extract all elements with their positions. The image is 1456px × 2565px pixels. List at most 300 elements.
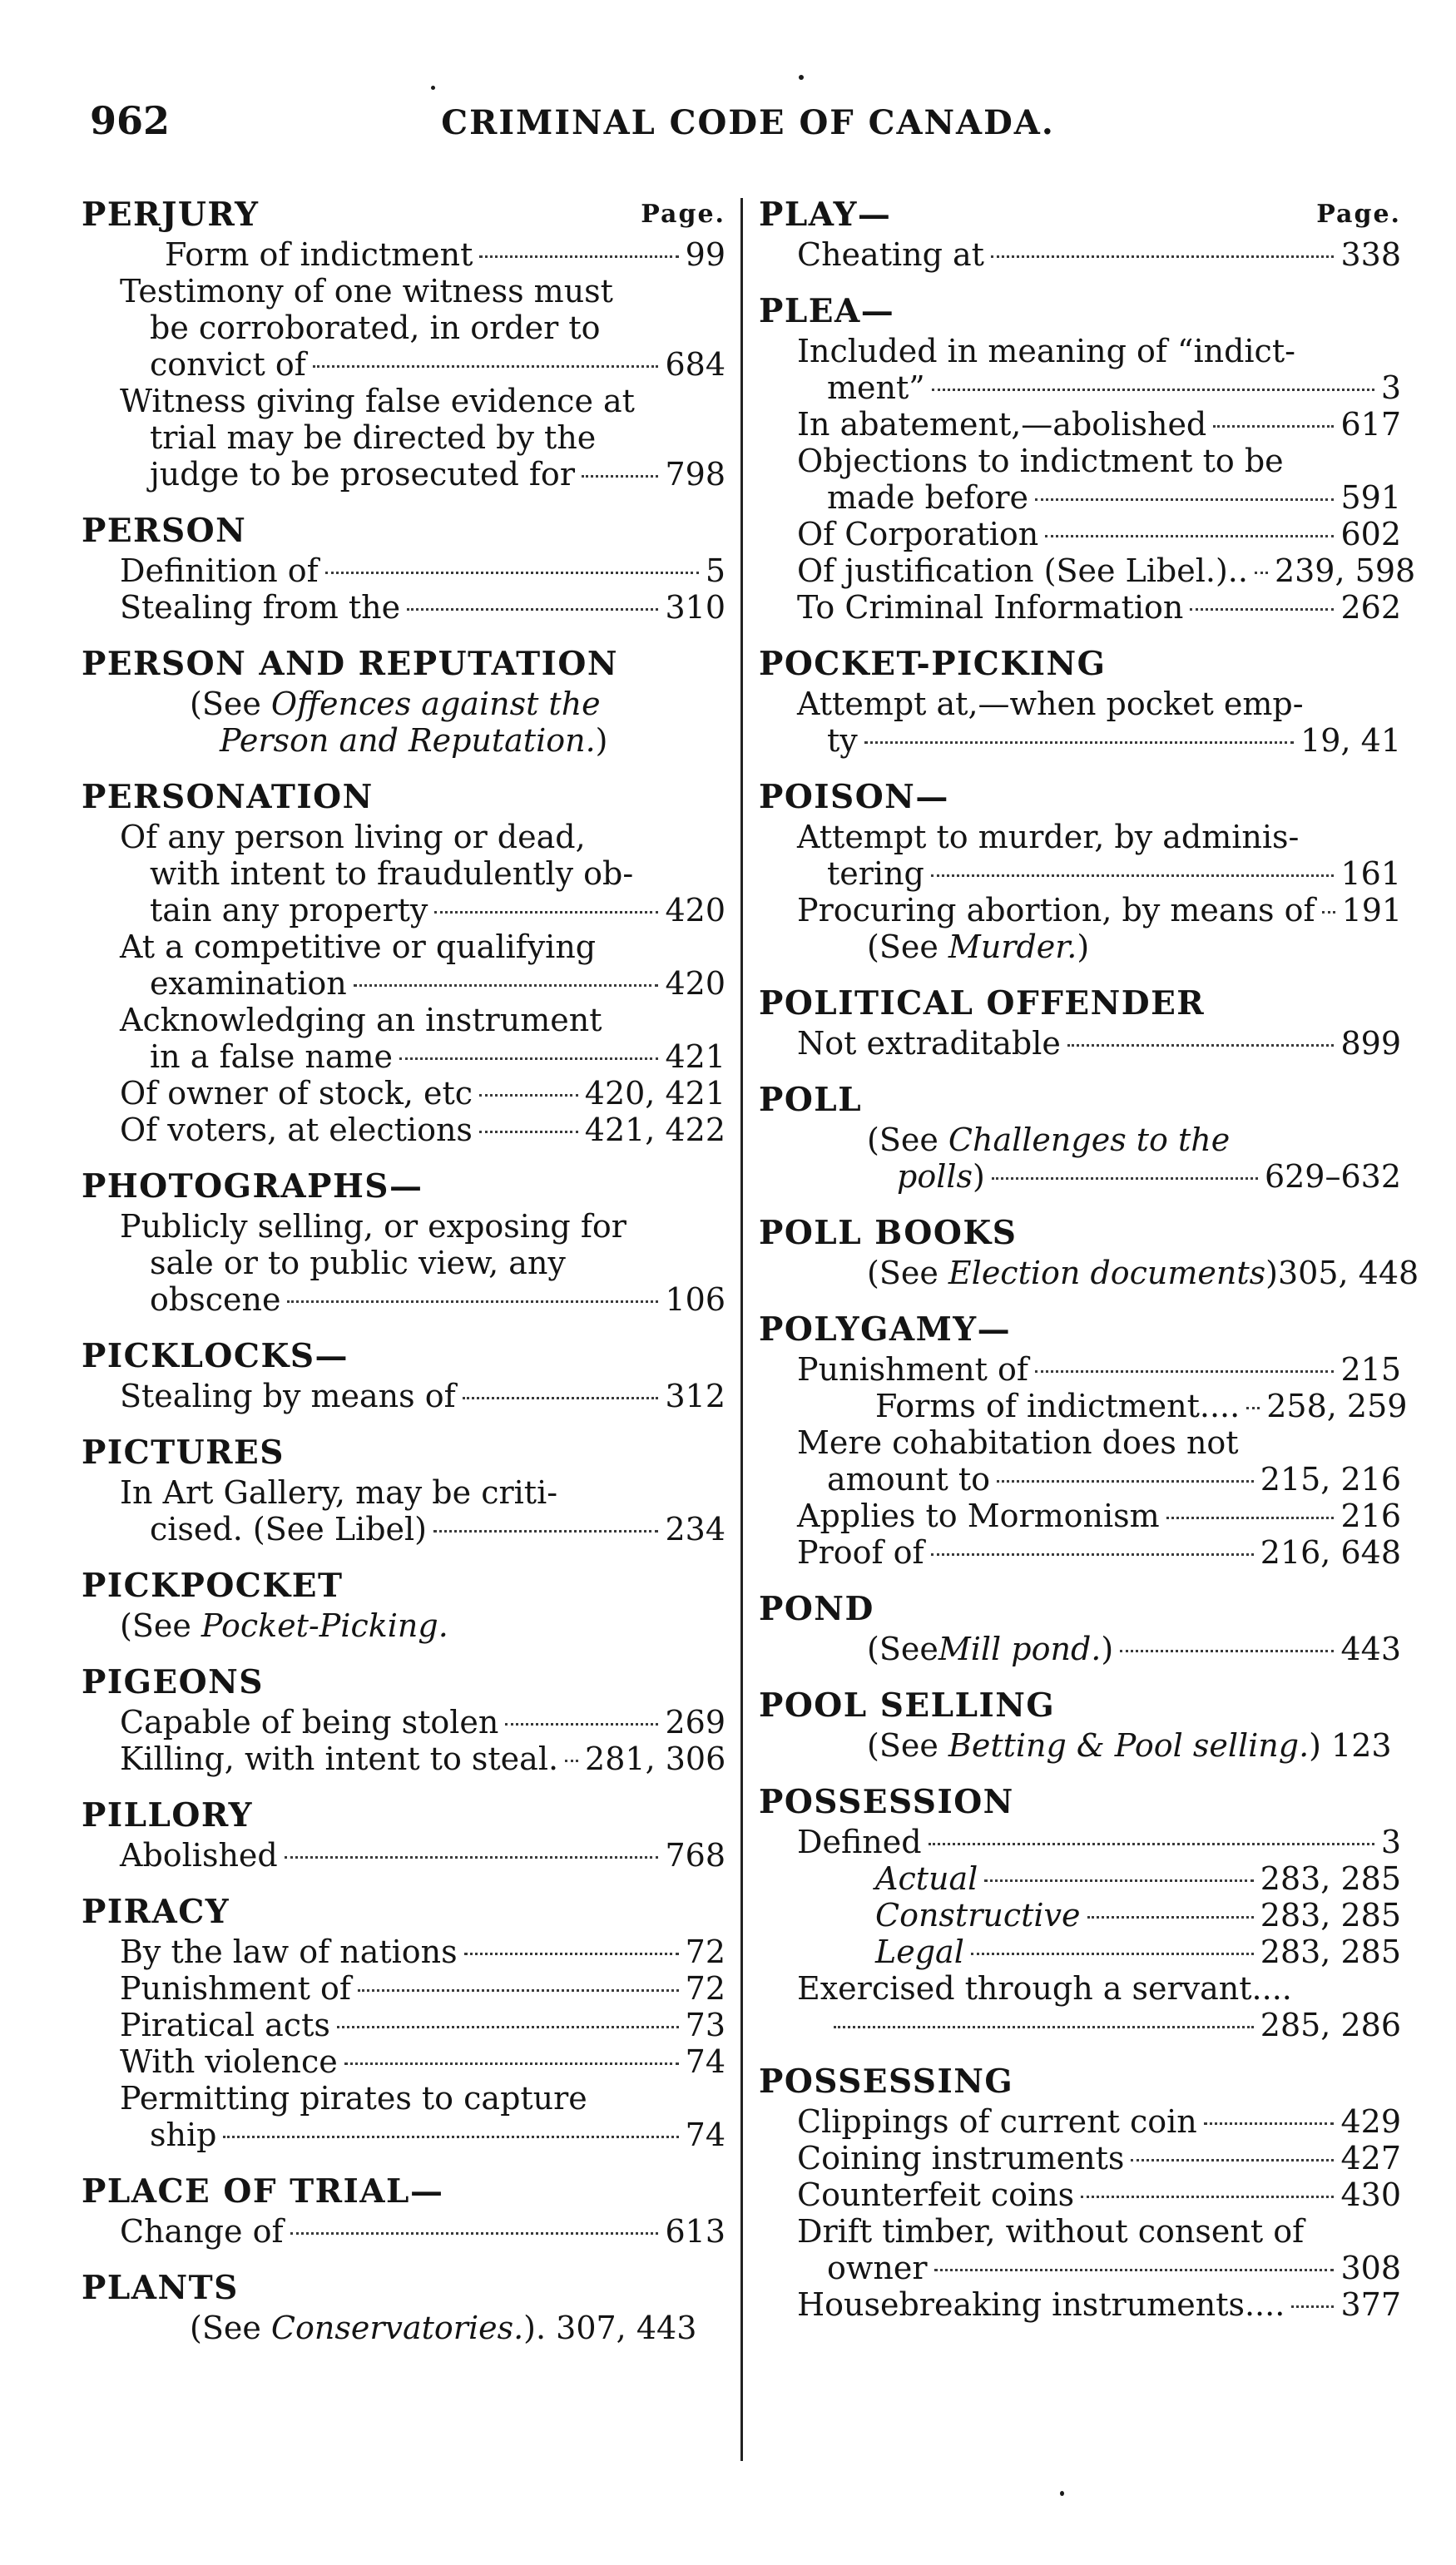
sub-entry <box>120 2043 726 2080</box>
page-reference: 591 <box>1340 479 1401 516</box>
entry-text: sale or to public view, any <box>150 1245 566 1281</box>
entry-text: Testimony of one witness must <box>120 273 613 309</box>
dot-leader <box>1120 1650 1334 1652</box>
page-reference: 421, 422 <box>584 1112 726 1148</box>
sub-entry <box>120 1741 726 1777</box>
entry-text: Objections to indictment to be <box>797 443 1284 479</box>
entry-line <box>120 346 726 383</box>
entry-text: Punishment of <box>120 1970 351 2007</box>
index-entry <box>82 775 726 1148</box>
entry-line <box>120 1511 726 1547</box>
page-reference: 215 <box>1340 1351 1401 1388</box>
entry-line <box>797 2286 1401 2323</box>
index-entry <box>759 1587 1401 1667</box>
sub-entry <box>797 589 1401 626</box>
page-reference: 377 <box>1340 2286 1401 2323</box>
index-entry <box>82 642 726 759</box>
entry-text: Attempt at,—when pocket emp- <box>797 686 1304 722</box>
entry-heading: POOL SELLING <box>759 1686 1056 1725</box>
entry-line <box>120 892 726 928</box>
see-prefix: (See <box>120 1607 201 1644</box>
sub-entry <box>797 1534 1401 1571</box>
entry-line <box>120 1208 726 1245</box>
page-reference: 191 <box>1341 892 1403 928</box>
see-suffix: ) <box>973 1158 985 1195</box>
entry-line <box>797 2250 1401 2286</box>
entry-line <box>120 1837 726 1874</box>
sub-entry <box>797 1824 1401 1860</box>
sub-entry <box>797 406 1401 443</box>
dot-leader <box>929 1843 1374 1845</box>
entry-line <box>797 2213 1401 2250</box>
dot-leader <box>934 2269 1335 2271</box>
page-reference: 420, 421 <box>584 1075 726 1112</box>
entry-text: Proof of <box>797 1534 924 1571</box>
page-reference: 338 <box>1340 236 1401 273</box>
entry-line <box>120 1970 726 2007</box>
see-line <box>120 1607 726 1644</box>
entry-line <box>797 2176 1401 2213</box>
entry-text: Of any person living or dead, <box>120 819 586 855</box>
entry-text: judge to be prosecuted for <box>150 456 575 493</box>
entry-text: ship <box>150 2117 217 2153</box>
entry-line <box>120 2007 726 2043</box>
see-line <box>867 1158 1401 1195</box>
entry-text: Forms of indictment.... <box>875 1388 1241 1424</box>
entry-text: Drift timber, without consent of <box>797 2213 1305 2250</box>
dot-leader <box>399 1057 658 1060</box>
index-entry <box>82 1165 726 1318</box>
page-reference: 613 <box>665 2213 726 2250</box>
page-number: 962 <box>90 98 171 143</box>
index-entry <box>82 1334 726 1414</box>
entry-text: in a false name <box>150 1038 394 1075</box>
entry-line <box>875 1897 1401 1934</box>
see-line <box>867 1122 1401 1158</box>
see-reference <box>867 1255 1419 1291</box>
index-entry <box>759 1308 1408 1571</box>
entry-heading: PERSON <box>82 512 247 550</box>
entry-text: examination <box>150 965 347 1002</box>
index-entry <box>759 1684 1401 1764</box>
page-reference: 99 <box>685 236 726 273</box>
entry-text: Included in meaning of “indict- <box>797 333 1295 369</box>
sub-entry <box>797 892 1401 928</box>
sub-entry <box>875 1860 1401 1897</box>
page-reference: 72 <box>685 1934 726 1970</box>
entry-text: Exercised through a servant.... <box>797 1970 1292 2007</box>
entry-heading: POCKET-PICKING <box>759 645 1107 683</box>
page-reference: 72 <box>685 1970 726 2007</box>
entry-text: Change of <box>120 2213 284 2250</box>
see-target: Challenges to the <box>948 1122 1231 1158</box>
entry-line <box>797 443 1401 479</box>
dot-leader <box>997 1480 1254 1483</box>
page-reference: 629–632 <box>1264 1158 1401 1195</box>
page-reference: 899 <box>1340 1025 1401 1062</box>
entry-heading: POLITICAL OFFENDER <box>759 984 1206 1023</box>
see-target: Conservatories. <box>270 2310 524 2346</box>
entry-line <box>120 1704 726 1741</box>
sub-entry <box>120 2007 726 2043</box>
entry-text: Mere cohabitation does not <box>797 1424 1239 1461</box>
entry-text: Permitting pirates to capture <box>120 2080 587 2117</box>
entry-text: In abatement,—abolished <box>797 406 1207 443</box>
sub-entry <box>120 819 726 928</box>
dot-leader <box>223 2136 678 2138</box>
entry-text: Definition of <box>120 552 319 589</box>
entry-list <box>82 193 726 2346</box>
entry-heading: PLANTS <box>82 2269 239 2307</box>
print-speck <box>431 86 435 90</box>
entry-text: Capable of being stolen <box>120 1704 499 1741</box>
see-line <box>867 928 1401 965</box>
sub-entry <box>797 1025 1401 1062</box>
see-line <box>867 1255 1419 1291</box>
page-reference: 684 <box>665 346 726 383</box>
see-target: Pocket-Picking. <box>201 1607 448 1644</box>
entry-line <box>797 1025 1401 1062</box>
index-entry <box>759 1211 1419 1291</box>
dot-leader <box>992 1177 1258 1180</box>
page-reference: 768 <box>665 1837 726 1874</box>
entry-text: cised. (See Libel) <box>150 1511 428 1547</box>
page-reference: 602 <box>1340 516 1401 552</box>
entry-text: By the law of nations <box>120 1934 458 1970</box>
sub-entry <box>120 1474 726 1547</box>
page-reference: 3 <box>1380 1824 1401 1860</box>
entry-line <box>797 855 1401 892</box>
entry-text: Killing, with intent to steal. <box>120 1741 559 1777</box>
entry-text: trial may be directed by the <box>150 419 597 456</box>
see-line <box>867 1727 1401 1764</box>
entry-text: Defined <box>797 1824 922 1860</box>
entry-text: Procuring abortion, by means of <box>797 892 1315 928</box>
entry-line <box>120 2117 726 2153</box>
index-entry <box>82 509 726 626</box>
entry-line <box>120 2043 726 2080</box>
print-speck <box>1060 2491 1064 2496</box>
sub-entry <box>797 516 1401 552</box>
sub-entry <box>120 552 726 589</box>
dot-leader <box>325 572 699 574</box>
entry-text: Of owner of stock, etc <box>120 1075 473 1112</box>
page-reference: 3 <box>1380 369 1401 406</box>
dot-leader <box>479 1131 578 1133</box>
entry-line <box>120 456 726 493</box>
entry-list <box>759 193 1419 2323</box>
entry-line <box>120 2080 726 2117</box>
entry-text: Constructive <box>875 1897 1081 1934</box>
column-divider <box>740 198 743 2461</box>
entry-heading: PERJURY <box>82 196 260 234</box>
page-reference: 420 <box>665 892 726 928</box>
see-prefix: (See <box>190 686 271 722</box>
entry-line <box>120 1934 726 1970</box>
index-entry <box>759 982 1401 1062</box>
dot-leader <box>991 255 1335 258</box>
entry-line <box>797 2103 1401 2140</box>
entry-text: tering <box>827 855 924 892</box>
see-line <box>190 2310 726 2346</box>
see-suffix: ) <box>595 722 608 759</box>
dot-leader <box>1246 1407 1260 1409</box>
entry-text: Abolished <box>120 1837 278 1874</box>
index-entry <box>82 1431 726 1547</box>
see-prefix: (See <box>867 928 948 965</box>
sub-entry <box>797 333 1401 406</box>
entry-heading: PLAY— <box>759 196 892 234</box>
dot-leader <box>358 1989 679 1992</box>
see-line <box>190 722 726 759</box>
entry-text: Publicly selling, or exposing for <box>120 1208 626 1245</box>
sub-entry <box>797 443 1401 516</box>
see-target: polls <box>897 1158 973 1195</box>
right-column <box>759 193 1419 2340</box>
dot-leader <box>1190 608 1334 611</box>
dot-leader <box>864 741 1294 744</box>
see-target: Person and Reputation. <box>220 722 596 759</box>
index-entry <box>759 290 1416 626</box>
entry-line <box>797 1824 1401 1860</box>
entry-line <box>797 406 1401 443</box>
page-reference: 421 <box>665 1038 726 1075</box>
index-entry <box>759 2060 1401 2323</box>
sub-entry <box>797 1498 1401 1534</box>
sub-entry <box>120 1112 726 1148</box>
sub-entry <box>797 819 1401 892</box>
dot-leader <box>931 874 1335 877</box>
page-reference: 73 <box>685 2007 726 2043</box>
see-target: Murder. <box>948 928 1077 965</box>
dot-leader <box>337 2026 679 2028</box>
index-entry <box>82 1890 726 2153</box>
dot-leader <box>287 1300 658 1303</box>
sub-entry <box>797 1970 1401 2043</box>
sub-entry <box>120 1970 726 2007</box>
entry-text: Stealing by means of <box>120 1378 456 1414</box>
dot-leader <box>464 1953 679 1955</box>
dot-leader <box>1204 2122 1335 2125</box>
see-reference <box>867 1631 1401 1667</box>
see-reference <box>190 686 726 759</box>
entry-line <box>120 2213 726 2250</box>
see-prefix: (See <box>867 1255 948 1291</box>
sub-entry <box>120 1837 726 1874</box>
see-suffix: )305, 448 <box>1265 1255 1419 1291</box>
page-reference: 161 <box>1340 855 1401 892</box>
entry-text: Actual <box>875 1860 978 1897</box>
entry-text: Form of indictment <box>165 236 473 273</box>
dot-leader <box>354 984 659 987</box>
sub-entry <box>120 1704 726 1741</box>
entry-text: Acknowledging an instrument <box>120 1002 602 1038</box>
sub-entry <box>120 2080 726 2153</box>
dot-leader <box>1291 2305 1334 2308</box>
dot-leader <box>1322 911 1335 914</box>
dot-leader <box>1213 425 1334 428</box>
dot-leader <box>931 1553 1254 1556</box>
see-target: Mill pond. <box>938 1631 1102 1667</box>
entry-line <box>120 273 726 309</box>
page-reference: 427 <box>1340 2140 1401 2176</box>
dot-leader <box>1131 2159 1334 2161</box>
entry-line <box>797 333 1401 369</box>
see-suffix: ). 307, 443 <box>523 2310 697 2346</box>
entry-line <box>875 1388 1408 1424</box>
entry-text: Of voters, at elections <box>120 1112 473 1148</box>
see-reference <box>867 928 1401 965</box>
entry-text: To Criminal Information <box>797 589 1184 626</box>
page-reference: 74 <box>685 2043 726 2080</box>
page-reference: 283, 285 <box>1260 1897 1401 1934</box>
page-reference: 430 <box>1340 2176 1401 2213</box>
entry-line <box>120 1002 726 1038</box>
entry-line <box>797 892 1401 928</box>
see-line <box>190 686 726 722</box>
dot-leader <box>834 2026 1254 2028</box>
entry-text: Coining instruments <box>797 2140 1125 2176</box>
entry-heading: PIRACY <box>82 1893 230 1931</box>
page-reference: 19, 41 <box>1300 722 1401 759</box>
dot-leader <box>984 1879 1254 1882</box>
dot-leader <box>1255 572 1268 574</box>
entry-text: Stealing from the <box>120 589 401 626</box>
index-entry <box>82 2170 726 2250</box>
page-reference: 617 <box>1340 406 1401 443</box>
entry-line <box>120 552 726 589</box>
entry-text: convict of <box>150 346 306 383</box>
see-reference <box>867 1727 1401 1764</box>
sub-entry <box>120 1002 726 1075</box>
entry-line <box>120 1038 726 1075</box>
page-reference: 310 <box>665 589 726 626</box>
entry-line <box>797 686 1401 722</box>
page-reference: 420 <box>665 965 726 1002</box>
entry-heading: PERSONATION <box>82 778 374 816</box>
entry-text: Punishment of <box>797 1351 1028 1388</box>
sub-entry <box>120 1208 726 1318</box>
page-reference: 281, 306 <box>585 1741 726 1777</box>
sub-entry <box>875 1897 1401 1934</box>
dot-leader <box>285 1856 659 1859</box>
page-reference: 5 <box>705 552 726 589</box>
sub-entry <box>797 2213 1401 2286</box>
entry-text: Of Corporation <box>797 516 1039 552</box>
see-suffix: ) 123 <box>1309 1727 1392 1764</box>
sub-entry <box>797 2140 1401 2176</box>
see-reference <box>190 2310 726 2346</box>
entry-line <box>797 1461 1401 1498</box>
entry-text: obscene <box>150 1281 281 1318</box>
dot-leader <box>433 1530 658 1533</box>
page-column-label: Page. <box>1316 200 1401 229</box>
see-target: Election documents <box>948 1255 1266 1291</box>
see-prefix: (See <box>190 2310 271 2346</box>
entry-text: owner <box>827 2250 928 2286</box>
page-column-label: Page. <box>641 200 726 229</box>
entry-heading: PILLORY <box>82 1796 253 1835</box>
entry-line <box>797 819 1401 855</box>
entry-line <box>797 2140 1401 2176</box>
sub-entry <box>165 236 726 273</box>
entry-heading: PLEA— <box>759 292 895 330</box>
see-prefix: (See <box>867 1727 948 1764</box>
entry-text: Clippings of current coin <box>797 2103 1197 2140</box>
sub-entry <box>120 1934 726 1970</box>
dot-leader <box>479 255 678 258</box>
entry-text: Of justification (See Libel.).. <box>797 552 1248 589</box>
entry-line <box>120 1378 726 1414</box>
entry-text: Not extraditable <box>797 1025 1061 1062</box>
dot-leader <box>313 365 659 368</box>
entry-text: Witness giving false evidence at <box>120 383 635 419</box>
see-reference <box>120 1607 726 1644</box>
dot-leader <box>1081 2196 1334 2198</box>
entry-heading: POSSESSION <box>759 1783 1014 1821</box>
entry-line <box>120 589 726 626</box>
entry-heading: POISON— <box>759 778 949 816</box>
entry-line <box>120 1281 726 1318</box>
page-reference: 262 <box>1340 589 1401 626</box>
sub-entry <box>797 2176 1401 2213</box>
page-reference: 239, 598 <box>1274 552 1416 589</box>
index-entry <box>82 193 726 493</box>
index-entry <box>82 1564 726 1644</box>
page-reference: 798 <box>665 456 726 493</box>
entry-line <box>797 1970 1401 2007</box>
entry-line <box>875 1860 1401 1897</box>
entry-line <box>797 1534 1401 1571</box>
entry-heading: PIGEONS <box>82 1663 264 1701</box>
dot-leader <box>463 1397 659 1399</box>
entry-text: With violence <box>120 2043 338 2080</box>
entry-text: made before <box>827 479 1028 516</box>
page-reference: 443 <box>1340 1631 1401 1667</box>
left-column <box>82 193 726 2363</box>
page-reference: 258, 259 <box>1266 1388 1408 1424</box>
index-entry <box>759 775 1401 965</box>
entry-line <box>120 1741 726 1777</box>
page-reference: 285, 286 <box>1260 2007 1401 2043</box>
entry-line <box>120 1112 726 1148</box>
entry-heading: POLL BOOKS <box>759 1214 1018 1252</box>
index-entry <box>82 2266 726 2346</box>
sub-entry <box>797 552 1416 589</box>
entry-line <box>797 552 1416 589</box>
sub-entry <box>120 589 726 626</box>
entry-text: At a competitive or qualifying <box>120 928 597 965</box>
entry-text: be corroborated, in order to <box>150 309 601 346</box>
entry-line <box>797 479 1401 516</box>
dot-leader <box>1166 1517 1335 1519</box>
index-entry <box>759 1078 1401 1195</box>
page-reference: 215, 216 <box>1260 1461 1401 1498</box>
page-reference: 312 <box>665 1378 726 1414</box>
index-entry <box>82 1661 726 1777</box>
page-reference: 429 <box>1340 2103 1401 2140</box>
entry-line <box>120 928 726 965</box>
entry-text: Attempt to murder, by adminis- <box>797 819 1300 855</box>
sub-entry <box>797 686 1401 759</box>
sub-entry <box>120 928 726 1002</box>
entry-line <box>165 236 726 273</box>
entry-heading: PERSON AND REPUTATION <box>82 645 619 683</box>
sub-entry <box>797 1351 1401 1388</box>
entry-heading: PICKLOCKS— <box>82 1337 349 1375</box>
sub-entry <box>120 1075 726 1112</box>
entry-line <box>120 309 726 346</box>
